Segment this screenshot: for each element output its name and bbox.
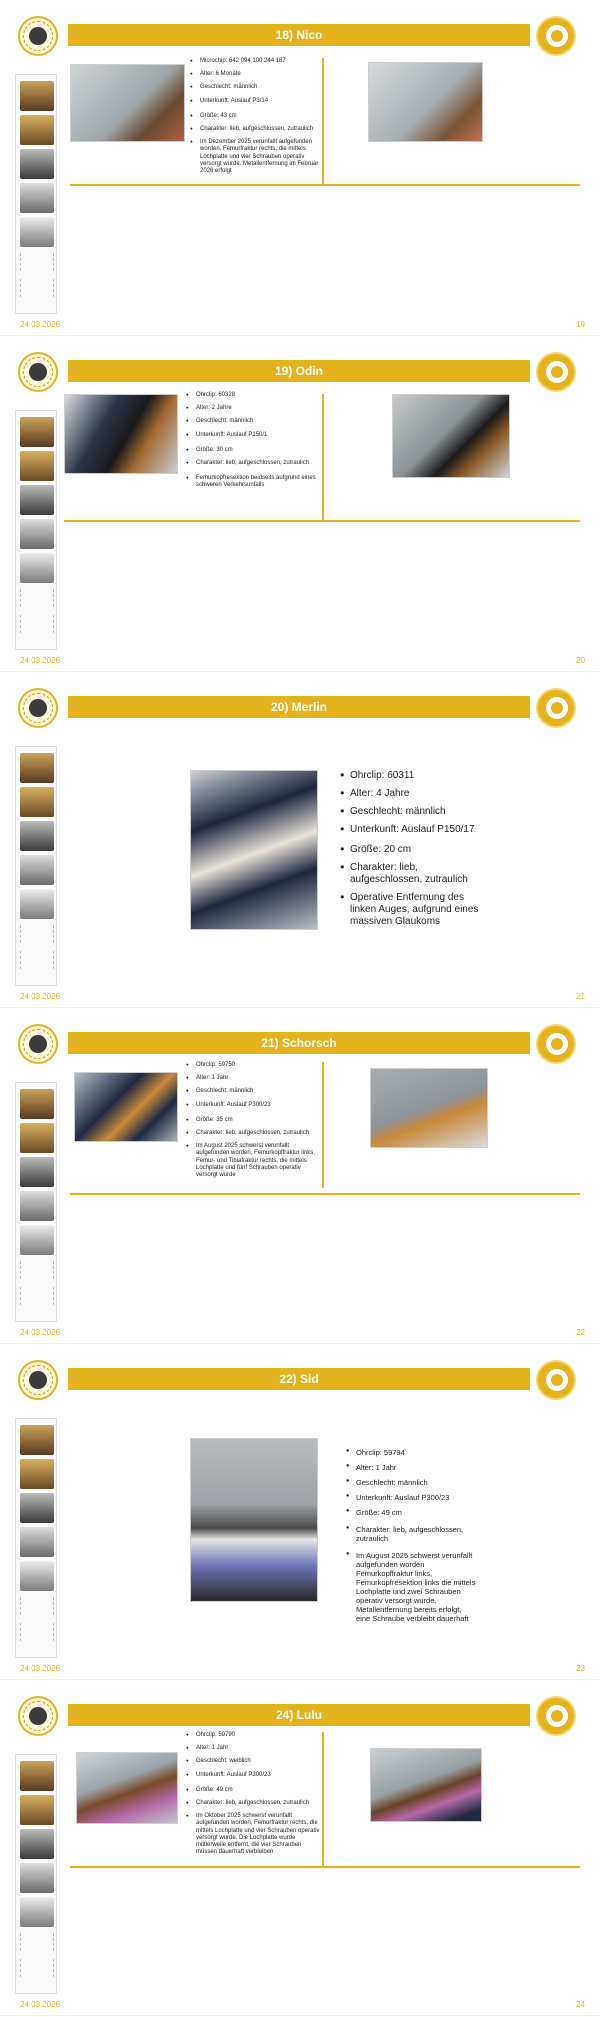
info-item: ● Geschlecht: männlich: [346, 1478, 476, 1487]
slide-sid: [0, 1344, 600, 1680]
thumbnail-placeholder: [20, 1287, 54, 1305]
info-item: ● Unterkunft: Auslauf P300/23: [186, 1772, 322, 1779]
info-item: ● Charakter: lieb, aufgeschlossen, zutraulich: [346, 1525, 476, 1543]
thumbnail: [20, 149, 54, 179]
page-number: 19: [576, 320, 585, 329]
info-item: ● Alter: 2 Jahre: [186, 405, 321, 412]
info-item: ● Größe: 30 cm: [186, 447, 321, 454]
thumbnail: [20, 1863, 54, 1893]
slide-title: 21) Schorsch: [68, 1032, 530, 1054]
slide-title: 20) Merlin: [68, 696, 530, 718]
thumbnail: [20, 855, 54, 885]
divider: [322, 1062, 324, 1188]
thumbnail: [20, 787, 54, 817]
dog-info-list: [190, 58, 320, 181]
info-item: ● Größe: 20 cm: [340, 844, 480, 856]
thumbnail: [20, 1191, 54, 1221]
info-item: ● Charakter: lieb, aufgeschlossen, zutraulich: [186, 1800, 322, 1807]
info-item: ● Unterkunft: Auslauf P150/1: [186, 432, 321, 439]
divider: [322, 394, 324, 520]
info-item: ● Charakter: lieb, aufgeschlossen, zutraulich: [186, 460, 321, 467]
divider: [64, 520, 580, 522]
page-number: 23: [576, 1664, 585, 1673]
info-item: ● Alter: 4 Jahre: [340, 788, 480, 800]
thumbnail: [20, 1425, 54, 1455]
thumbnail-placeholder: [20, 615, 54, 633]
dog-photo: [76, 1752, 178, 1824]
shelter-logo-icon: [18, 1024, 58, 1064]
dog-photo: [368, 62, 483, 142]
info-item: ● Unterkunft: Auslauf P150/17: [340, 824, 480, 836]
info-item: ● Ohrclip: 59750: [186, 1062, 322, 1069]
thumbnail: [20, 1897, 54, 1927]
paw-logo-icon: [536, 16, 576, 56]
thumbnail-placeholder: [20, 253, 54, 271]
thumbnail-placeholder: [20, 1623, 54, 1641]
thumbnail: [20, 519, 54, 549]
info-item: ● Charakter: lieb, aufgeschlossen, zutraulich: [190, 126, 320, 133]
thumbnail-placeholder: [20, 1261, 54, 1279]
thumbnail-placeholder: [20, 951, 54, 969]
thumbnail: [20, 1829, 54, 1859]
dog-photo: [190, 770, 318, 930]
thumbnail-placeholder: [20, 925, 54, 943]
dog-info-list: [186, 392, 321, 496]
slide-title: 24) Lulu: [68, 1704, 530, 1726]
page-number: 21: [576, 992, 585, 1001]
slide-title: 22) Sid: [68, 1368, 530, 1390]
thumbnail: [20, 485, 54, 515]
info-item: ● Im August 2025 schwerst verunfallt aufgefunden worden, Femurkopffraktur links, Femur- und Tibiafraktur rechts, die mittels Lochplatte und fünf Schrauben operativ versorgt wurde: [186, 1143, 322, 1179]
dog-photo: [64, 394, 178, 474]
thumbnail-strip: [15, 1082, 57, 1322]
paw-logo-icon: [536, 1360, 576, 1400]
thumbnail: [20, 1561, 54, 1591]
info-item: ● Geschlecht: männlich: [186, 1088, 322, 1095]
info-item: ● Microchip: 642 094 100 244 187: [190, 58, 320, 65]
slide-date: 24.03.2026: [20, 1664, 61, 1673]
paw-logo-icon: [536, 1024, 576, 1064]
shelter-logo-icon: [18, 16, 58, 56]
paw-logo-icon: [536, 688, 576, 728]
info-item: ● Im Oktober 2025 schwerst verunfallt aufgefunden worden, Femurfraktur rechts, die mittels Lochplatte und vier Schrauben operativ versorgt wurde. Die Lochplatte wurde mittlerweile entfernt, die vier Schrauben müssen dauerhaft verbleiben: [186, 1813, 322, 1856]
slide-nico: [0, 0, 600, 336]
slide-date: 24.03.2026: [20, 320, 61, 329]
info-item: ● Femurkopfresektion beidseits aufgrund eines schweren Verkehrsunfalls: [186, 475, 321, 489]
info-item: ● Ohrclip: 60311: [340, 770, 480, 782]
page-number: 20: [576, 656, 585, 665]
shelter-logo-icon: [18, 1360, 58, 1400]
thumbnail: [20, 115, 54, 145]
info-item: ● Ohrclip: 59790: [186, 1732, 322, 1739]
thumbnail: [20, 417, 54, 447]
slide-lulu: [0, 1680, 600, 2016]
thumbnail: [20, 553, 54, 583]
info-item: ● Unterkunft: Auslauf P3/14: [190, 98, 320, 105]
info-item: ● Größe: 49 cm: [346, 1508, 476, 1517]
thumbnail: [20, 821, 54, 851]
thumbnail: [20, 1493, 54, 1523]
paw-logo-icon: [536, 352, 576, 392]
thumbnail-strip: [15, 1418, 57, 1658]
divider: [70, 1193, 580, 1195]
dog-photo: [370, 1748, 482, 1822]
info-item: ● Unterkunft: Auslauf P300/23: [186, 1102, 322, 1109]
shelter-logo-icon: [18, 688, 58, 728]
thumbnail: [20, 1123, 54, 1153]
thumbnail: [20, 81, 54, 111]
info-item: ● Ohrclip: 60328: [186, 392, 321, 399]
dog-info-list: [186, 1062, 322, 1185]
dog-info-list: [186, 1732, 322, 1862]
divider: [70, 1866, 580, 1868]
info-item: ● Alter: 1 Jahr: [186, 1745, 322, 1752]
info-item: ● Geschlecht: männlich: [186, 418, 321, 425]
thumbnail-placeholder: [20, 279, 54, 297]
thumbnail-strip: [15, 410, 57, 650]
thumbnail: [20, 889, 54, 919]
info-item: ● Charakter: lieb, aufgeschlossen, zutraulich: [340, 862, 480, 886]
dog-photo: [190, 1438, 318, 1602]
divider: [322, 58, 324, 184]
slide-odin: [0, 336, 600, 672]
info-item: ● Im August 2025 schwerst verunfallt aufgefunden worden Femurkopffraktur links, Femurkopfresektion links die mittels Lochplatte und zwei Schrauben operativ versorgt wurde. Metallentfernung bereits erfolgt, eine Schraube verbleibt dauerhaft: [346, 1551, 476, 1623]
thumbnail: [20, 217, 54, 247]
info-item: ● Ohrclip: 59794: [346, 1448, 476, 1457]
page-number: 24: [576, 2000, 585, 2009]
slide-date: 24.03.2026: [20, 656, 61, 665]
slide-merlin: [0, 672, 600, 1008]
dog-photo: [392, 394, 510, 478]
thumbnail: [20, 1795, 54, 1825]
thumbnail: [20, 1089, 54, 1119]
thumbnail: [20, 753, 54, 783]
info-item: ● Unterkunft: Auslauf P300/23: [346, 1493, 476, 1502]
dog-photo: [370, 1068, 488, 1148]
thumbnail: [20, 1225, 54, 1255]
dog-info-list: [346, 1448, 476, 1629]
thumbnail-placeholder: [20, 1597, 54, 1615]
thumbnail-placeholder: [20, 1959, 54, 1977]
divider: [322, 1732, 324, 1866]
slide-date: 24.03.2026: [20, 992, 61, 1001]
dog-photo: [70, 64, 185, 142]
paw-logo-icon: [536, 1696, 576, 1736]
divider: [70, 184, 580, 186]
info-item: ● Alter: 6 Monate: [190, 71, 320, 78]
slide-schorsch: [0, 1008, 600, 1344]
thumbnail: [20, 183, 54, 213]
thumbnail: [20, 1157, 54, 1187]
dog-photo: [74, 1072, 178, 1142]
thumbnail: [20, 1761, 54, 1791]
shelter-logo-icon: [18, 1696, 58, 1736]
thumbnail-strip: [15, 746, 57, 986]
info-item: ● Alter: 1 Jahr: [186, 1075, 322, 1082]
thumbnail: [20, 451, 54, 481]
info-item: ● Geschlecht: weiblich: [186, 1758, 322, 1765]
slide-title: 18) Nico: [68, 24, 530, 46]
info-item: ● Größe: 35 cm: [186, 1117, 322, 1124]
thumbnail-strip: [15, 74, 57, 314]
info-item: ● Geschlecht: männlich: [190, 84, 320, 91]
thumbnail-strip: [15, 1754, 57, 1994]
thumbnail: [20, 1459, 54, 1489]
thumbnail-placeholder: [20, 589, 54, 607]
info-item: ● Alter: 1 Jahr: [346, 1463, 476, 1472]
shelter-logo-icon: [18, 352, 58, 392]
info-item: ● Operative Entfernung des linken Auges, aufgrund eines massiven Glaukoms: [340, 892, 480, 928]
thumbnail: [20, 1527, 54, 1557]
info-item: ● Größe: 49 cm: [186, 1787, 322, 1794]
thumbnail-placeholder: [20, 1933, 54, 1951]
page-number: 22: [576, 1328, 585, 1337]
dog-info-list: [340, 770, 480, 934]
slide-title: 19) Odin: [68, 360, 530, 382]
info-item: ● Im Dezember 2025 verunfallt aufgefunden worden, Femurfraktur rechts, die mittels Lochplatte und vier Schrauben operativ versorgt wurde. Metallentfernung im Februar 2026 erfolgt: [190, 139, 320, 175]
info-item: ● Größe: 43 cm: [190, 113, 320, 120]
slide-date: 24.03.2026: [20, 2000, 61, 2009]
slide-date: 24.03.2026: [20, 1328, 61, 1337]
info-item: ● Charakter: lieb, aufgeschlossen, zutraulich: [186, 1130, 322, 1137]
info-item: ● Geschlecht: männlich: [340, 806, 480, 818]
